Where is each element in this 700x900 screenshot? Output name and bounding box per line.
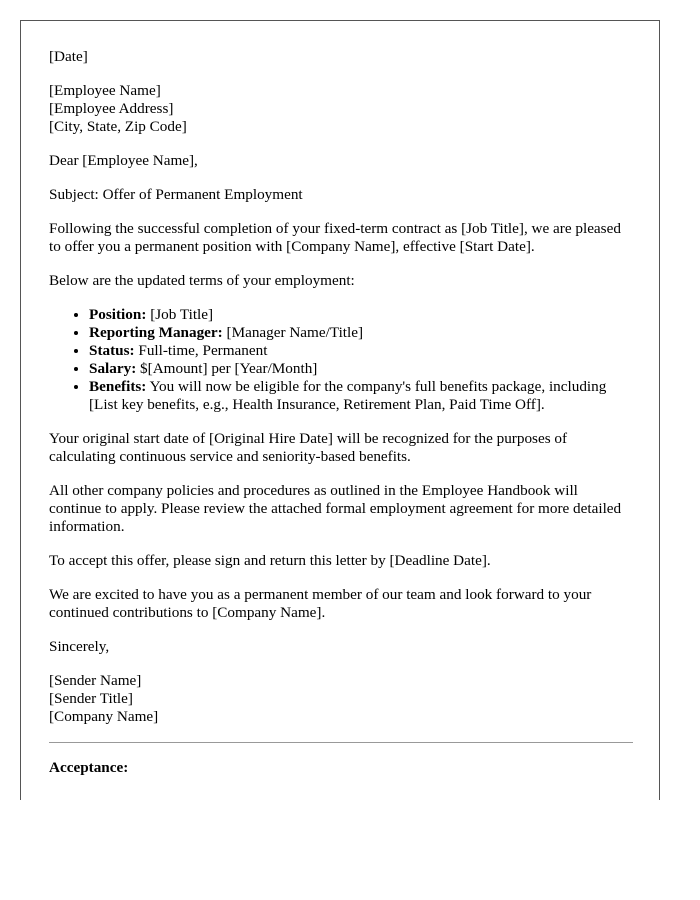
- term-value: $[Amount] per [Year/Month]: [140, 360, 318, 377]
- term-reporting-manager: [89, 324, 633, 342]
- term-status: [89, 342, 633, 360]
- term-salary: [89, 360, 633, 378]
- letter-date: [Date]: [49, 48, 88, 65]
- term-value: [Job Title]: [150, 306, 214, 323]
- policies-paragraph: All other company policies and procedures as outlined in the Employee Handbook will continue to apply. Please review the attached formal employment agreement for more detailed information.: [49, 482, 622, 535]
- term-benefits: [89, 378, 633, 414]
- letter-body: [49, 48, 633, 777]
- sender-title: [Sender Title]: [49, 690, 133, 707]
- terms-intro: Below are the updated terms of your employment:: [49, 272, 355, 289]
- term-position: [89, 306, 633, 324]
- service-paragraph: Your original start date of [Original Hire Date] will be recognized for the purposes of calculating continuous service and seniority-based benefits.: [49, 430, 568, 465]
- accept-paragraph: To accept this offer, please sign and return this letter by [Deadline Date].: [49, 552, 491, 569]
- salutation: Dear [Employee Name],: [49, 152, 198, 169]
- term-label: Benefits:: [89, 378, 147, 395]
- term-label: Reporting Manager:: [89, 324, 223, 341]
- term-label: Salary:: [89, 360, 137, 377]
- sender-block: [49, 672, 633, 726]
- acceptance-divider: [49, 742, 633, 743]
- terms-list: [49, 306, 633, 414]
- acceptance-label: Acceptance:: [49, 759, 129, 776]
- closing-paragraph: We are excited to have you as a permanent member of our team and look forward to your continued contributions to [Company Name].: [49, 586, 592, 621]
- subject-line: Subject: Offer of Permanent Employment: [49, 186, 303, 203]
- term-label: Position:: [89, 306, 147, 323]
- term-value: [Manager Name/Title]: [226, 324, 364, 341]
- recipient-name: [Employee Name]: [49, 82, 161, 99]
- letter-page: [20, 20, 660, 800]
- term-value: Full-time, Permanent: [138, 342, 268, 359]
- recipient-city-line: [City, State, Zip Code]: [49, 118, 187, 135]
- recipient-block: [49, 82, 633, 136]
- sender-name: [Sender Name]: [49, 672, 142, 689]
- recipient-address: [Employee Address]: [49, 100, 174, 117]
- term-value: You will now be eligible for the company's full benefits package, including [List key benefits, e.g., Health Insurance, Retirement Plan, Paid Time Off].: [89, 378, 607, 413]
- sender-company: [Company Name]: [49, 708, 159, 725]
- term-label: Status:: [89, 342, 135, 359]
- intro-paragraph: Following the successful completion of your fixed-term contract as [Job Title], we are pleased to offer you a permanent position with [Company Name], effective [Start Date].: [49, 220, 621, 255]
- sign-off: Sincerely,: [49, 638, 110, 655]
